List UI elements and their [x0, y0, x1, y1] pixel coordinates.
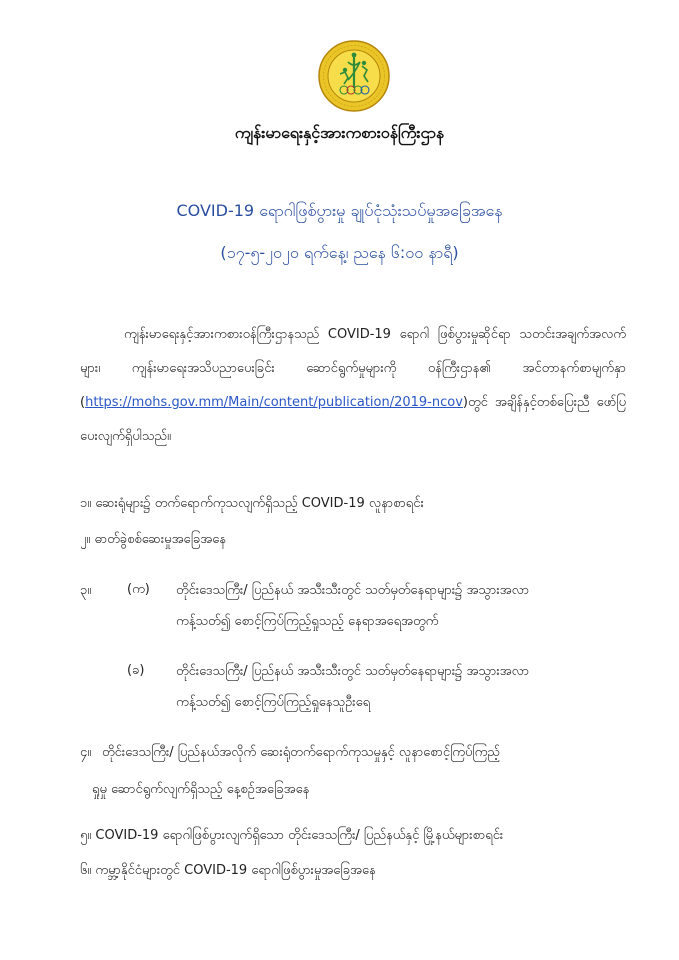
- list-item-4-line1: တိုင်းဒေသကြီး/ ပြည်နယ်အလိုက် ဆေးရုံတက်ရောက်ကုသမှုနှင့် လူနာစောင့်ကြပ်ကြည့်: [102, 745, 500, 760]
- list-item-number: ၅။: [80, 828, 92, 843]
- report-title: COVID-19 ရောဂါဖြစ်ပွားမှု ချုပ်ငုံသုံးသပ်မှုအခြေအနေ: [176, 201, 503, 220]
- list-item-text: ကမ္ဘာ့နိုင်ငံများတွင် COVID-19 ရောဂါဖြစ်ပွားမှုအခြေအနေ: [95, 863, 376, 878]
- list-item-2: [80, 530, 226, 550]
- list-item-4-line2: ရှုမှု ဆောင်ရွက်လျက်ရှိသည့် နေ့စဉ်အခြေအနေ: [92, 782, 310, 797]
- sub-item-kha-label: (ခ): [127, 663, 145, 678]
- list-item-1: [80, 494, 424, 514]
- list-item-number: ၂။: [80, 532, 91, 547]
- sub-item-ka-label: (က): [127, 582, 150, 597]
- ministry-seal-logo: [318, 40, 390, 112]
- sub-item-ka-line1: တိုင်းဒေသကြီး/ ပြည်နယ် အသီးသီးတွင် သတ်မှတ်နေရာများ၌ အသွားအလာ: [176, 583, 530, 598]
- list-item-text: COVID-19 ရောဂါဖြစ်ပွားလျက်ရှိသော တိုင်းဒေသကြီး/ ပြည်နယ်နှင့် မြို့နယ်များစာရင်း: [95, 828, 504, 843]
- intro-text-before: ကျန်းမာရေးနှင့်အားကစားဝန်ကြီးဌာနသည် COVID-19 ရောဂါ ဖြစ်ပွားမှုဆိုင်ရာ သတင်းအချက်အလက်များ၊ ကျန်းမာရေးအသိပညာပေးခြင်း ဆောင်ရွက်မှုများကို ဝန်ကြီးဌာန၏ အင်တာနက်စာမျက်နှာ (: [80, 327, 626, 410]
- list-item-4-number: ၄။: [80, 745, 92, 760]
- intro-paragraph: [80, 318, 626, 454]
- list-item-5: [80, 826, 503, 846]
- list-item-6: [80, 861, 376, 881]
- list-item-number: ၁။: [80, 496, 92, 511]
- sub-item-ka-line2: ကန့်သတ်၍ စောင့်ကြပ်ကြည့်ရှုသည့် နေရာအရေအတွက်: [176, 614, 439, 629]
- mohs-website-link[interactable]: https://mohs.gov.mm/Main/content/publication/2019-ncov: [85, 395, 463, 410]
- ministry-name: ကျန်းမာရေးနှင့်အားကစားဝန်ကြီးဌာန: [234, 123, 445, 142]
- report-date: (၁၇-၅-၂၀၂၀ ရက်နေ့၊ ညနေ ၆:၀၀ နာရီ): [220, 243, 459, 262]
- list-item-text: ဓာတ်ခွဲစစ်ဆေးမှုအခြေအနေ: [94, 532, 227, 547]
- list-item-3-number: ၃။: [80, 583, 92, 598]
- sub-item-kha-line1: တိုင်းဒေသကြီး/ ပြည်နယ် အသီးသီးတွင် သတ်မှတ်နေရာများ၌ အသွားအလာ: [176, 664, 530, 679]
- intro-text-after: )တွင် အချိန်နှင့်တစ်ပြေးညီ ဖော်ပြပေးလျက်ရှိပါသည်။: [80, 395, 626, 444]
- list-item-text: ဆေးရုံများ၌ တက်ရောက်ကုသလျက်ရှိသည့် COVID-19 လူနာစာရင်း: [95, 496, 424, 511]
- list-item-number: ၆။: [80, 863, 92, 878]
- sub-item-kha-line2: ကန့်သတ်၍ စောင့်ကြပ်ကြည့်ရှုနေသူဦးရေ: [176, 695, 371, 710]
